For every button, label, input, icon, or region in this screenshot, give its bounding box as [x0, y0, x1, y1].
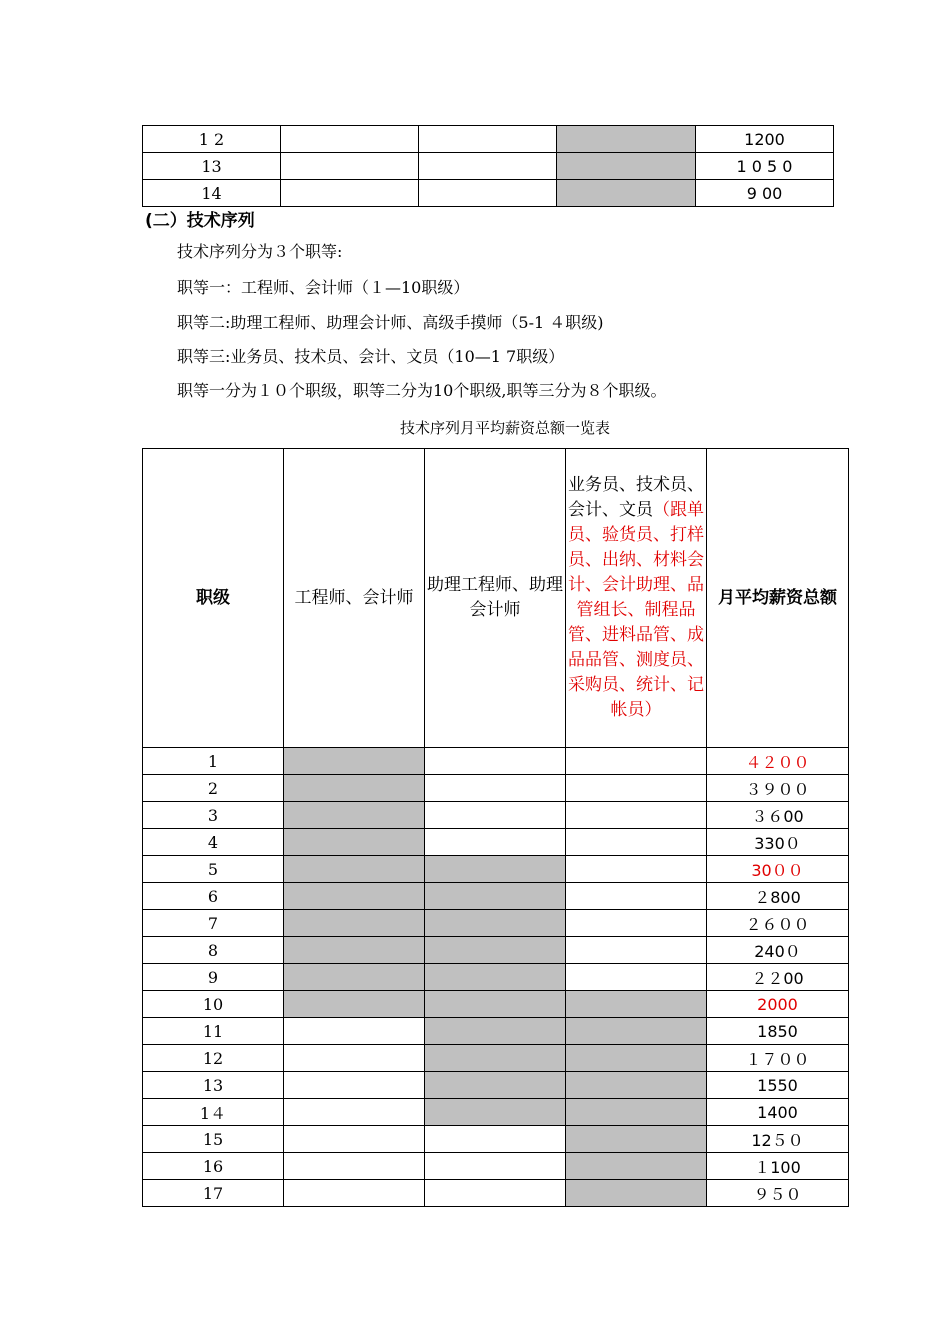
shaded-cell: [566, 991, 707, 1018]
salary-cell: 1550: [707, 1072, 849, 1099]
empty-cell: [425, 1180, 566, 1207]
empty-cell: [284, 1018, 425, 1045]
empty-cell: [419, 126, 557, 153]
shaded-cell: [566, 1153, 707, 1180]
empty-cell: [566, 856, 707, 883]
shaded-cell: [425, 1072, 566, 1099]
grade-cell: 6: [143, 883, 284, 910]
shaded-cell: [284, 964, 425, 991]
empty-cell: [284, 1126, 425, 1153]
table-row: [143, 748, 849, 775]
salary-cell: ２800: [707, 883, 849, 910]
empty-cell: [566, 775, 707, 802]
grade-cell: 12: [143, 1045, 284, 1072]
header-row: [143, 449, 849, 748]
empty-cell: [425, 1153, 566, 1180]
table-row: [143, 153, 834, 180]
table-caption: 技术序列月平均薪资总额一览表: [399, 419, 610, 437]
salary-cell: 12５０: [707, 1126, 849, 1153]
grade-cell: 1 2: [143, 126, 281, 153]
grade-cell: 13: [143, 153, 281, 180]
grade-cell: 11: [143, 1018, 284, 1045]
salary-cell: 330０: [707, 829, 849, 856]
header-assistant-engineer: 助理工程师、助理会计师: [425, 449, 566, 748]
empty-cell: [425, 829, 566, 856]
salary-cell: １７００: [707, 1045, 849, 1072]
shaded-cell: [425, 910, 566, 937]
shaded-cell: [284, 910, 425, 937]
table-row: [143, 991, 849, 1018]
grade-cell: 15: [143, 1126, 284, 1153]
shaded-cell: [284, 802, 425, 829]
shaded-cell: [284, 748, 425, 775]
salary-cell: 1 0 5 0: [696, 153, 834, 180]
table-row: [143, 964, 849, 991]
table-row: [143, 1018, 849, 1045]
empty-cell: [566, 802, 707, 829]
grade-cell: 5: [143, 856, 284, 883]
table-row: [143, 1153, 849, 1180]
shaded-cell: [284, 883, 425, 910]
grade-cell: 4: [143, 829, 284, 856]
empty-cell: [284, 1180, 425, 1207]
grade-cell: 1４: [143, 1099, 284, 1126]
shaded-cell: [566, 1072, 707, 1099]
shaded-cell: [425, 964, 566, 991]
grade-cell: 8: [143, 937, 284, 964]
salary-cell: １100: [707, 1153, 849, 1180]
table-row: [143, 180, 834, 207]
empty-cell: [566, 964, 707, 991]
shaded-cell: [557, 126, 696, 153]
empty-cell: [425, 1126, 566, 1153]
empty-cell: [419, 153, 557, 180]
grade-cell: 3: [143, 802, 284, 829]
grade-cell: 2: [143, 775, 284, 802]
table-row: [143, 1072, 849, 1099]
shaded-cell: [284, 991, 425, 1018]
shaded-cell: [566, 1018, 707, 1045]
table-row: [143, 829, 849, 856]
paragraph-2: 职等一：工程师、会计师（１—10职级）: [177, 278, 470, 297]
table-row: [143, 1045, 849, 1072]
paragraph-1: 技术序列分为３个职等:: [177, 242, 343, 261]
grade-cell: 7: [143, 910, 284, 937]
empty-cell: [284, 1153, 425, 1180]
table-row: [143, 937, 849, 964]
grade-cell: 14: [143, 180, 281, 207]
table-row: [143, 910, 849, 937]
shaded-cell: [425, 1099, 566, 1126]
empty-cell: [425, 802, 566, 829]
salary-cell: ３６00: [707, 802, 849, 829]
empty-cell: [425, 775, 566, 802]
shaded-cell: [566, 1099, 707, 1126]
empty-cell: [281, 180, 419, 207]
empty-cell: [566, 883, 707, 910]
empty-cell: [419, 180, 557, 207]
table-row: [143, 883, 849, 910]
header-engineer-accountant: 工程师、会计师: [284, 449, 425, 748]
shaded-cell: [566, 1126, 707, 1153]
shaded-cell: [284, 856, 425, 883]
salary-cell: 2000: [707, 991, 849, 1018]
header-clerk-staff: [566, 449, 707, 748]
grade-cell: 1: [143, 748, 284, 775]
empty-cell: [566, 829, 707, 856]
shaded-cell: [566, 1180, 707, 1207]
shaded-cell: [557, 153, 696, 180]
paragraph-4: 职等三:业务员、技术员、会计、文员（10—1 7职级）: [177, 347, 565, 366]
previous-table-continuation: [142, 125, 834, 207]
salary-cell: 1400: [707, 1099, 849, 1126]
grade-cell: 10: [143, 991, 284, 1018]
salary-cell: ９５０: [707, 1180, 849, 1207]
empty-cell: [281, 153, 419, 180]
shaded-cell: [284, 829, 425, 856]
empty-cell: [284, 1045, 425, 1072]
paragraph-5: 职等一分为１０个职级，职等二分为10个职级,职等三分为８个职级。: [177, 381, 667, 400]
header-clerk-staff-main: 业务员、技术员、会计、文员: [568, 475, 704, 520]
shaded-cell: [425, 937, 566, 964]
table-row: [143, 775, 849, 802]
empty-cell: [281, 126, 419, 153]
header-clerk-staff-detail: （跟单员、验货员、打样员、出纳、材料会计、会计助理、品管组长、制程品管、进料品管、成品品管、测度员、采购员、统计、记帐员）: [568, 500, 704, 720]
empty-cell: [425, 748, 566, 775]
shaded-cell: [425, 1018, 566, 1045]
empty-cell: [566, 748, 707, 775]
empty-cell: [566, 937, 707, 964]
empty-cell: [284, 1099, 425, 1126]
salary-table: [142, 448, 849, 1207]
salary-cell: 30００: [707, 856, 849, 883]
table-row: [143, 1126, 849, 1153]
header-grade: 职级: [143, 449, 284, 748]
salary-cell: ２２00: [707, 964, 849, 991]
shaded-cell: [425, 991, 566, 1018]
table-row: [143, 802, 849, 829]
salary-cell: 9 00: [696, 180, 834, 207]
table-row: [143, 1099, 849, 1126]
salary-cell: ３９００: [707, 775, 849, 802]
section-title: (二）技术序列: [145, 211, 255, 231]
salary-cell: 1200: [696, 126, 834, 153]
table-row: [143, 1180, 849, 1207]
salary-cell: ４２００: [707, 748, 849, 775]
grade-cell: 16: [143, 1153, 284, 1180]
shaded-cell: [425, 883, 566, 910]
shaded-cell: [425, 856, 566, 883]
paragraph-3: 职等二:助理工程师、助理会计师、高级手摸师（5-1 ４职级): [177, 313, 604, 332]
shaded-cell: [557, 180, 696, 207]
salary-cell: 1850: [707, 1018, 849, 1045]
empty-cell: [566, 910, 707, 937]
shaded-cell: [566, 1045, 707, 1072]
salary-cell: ２６００: [707, 910, 849, 937]
shaded-cell: [284, 937, 425, 964]
grade-cell: 13: [143, 1072, 284, 1099]
grade-cell: 17: [143, 1180, 284, 1207]
salary-cell: 240０: [707, 937, 849, 964]
header-monthly-salary: 月平均薪资总额: [707, 449, 849, 748]
empty-cell: [284, 1072, 425, 1099]
shaded-cell: [425, 1045, 566, 1072]
table-row: [143, 126, 834, 153]
table-row: [143, 856, 849, 883]
grade-cell: 9: [143, 964, 284, 991]
shaded-cell: [284, 775, 425, 802]
